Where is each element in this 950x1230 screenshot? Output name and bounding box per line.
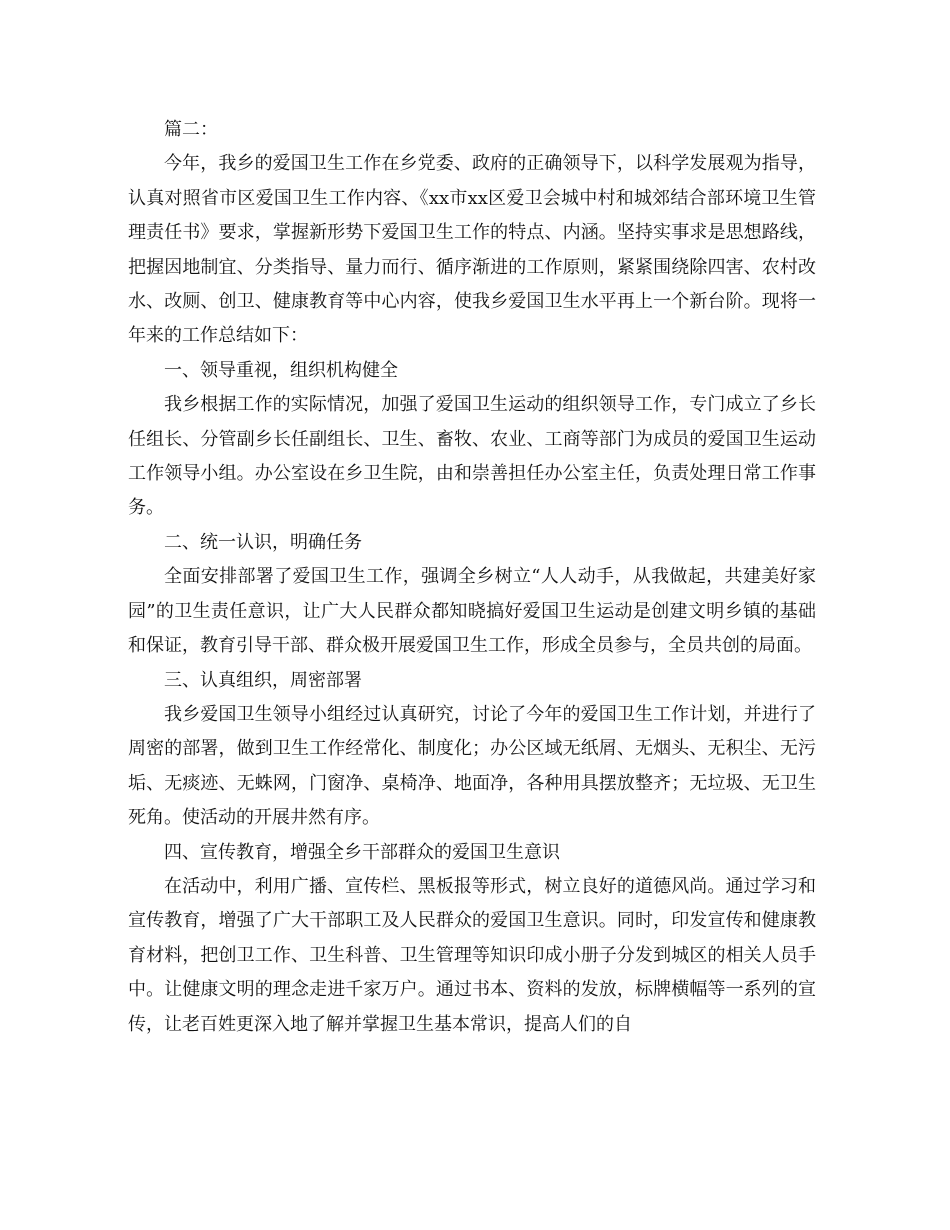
document-body [128,113,816,1042]
paragraph-4: 在活动中，利用广播、宣传栏、黑板报等形式，树立良好的道德风尚。通过学习和宣传教育，增强了广大干部职工及人民群众的爱国卫生意识。同时，印发宣传和健康教育材料，把创卫工作、卫生科普、卫生管理等知识印成小册子分发到城区的相关人员手中。让健康文明的理念走进千家万户。通过书本、资料的发放，标牌横幅等一系列的宣传，让老百姓更深入地了解并掌握卫生基本常识，提高人们的自 [128,875,816,1035]
heading-3: 三、认真组织，周密部署 [164,669,362,691]
section-title: 篇二： [164,119,218,140]
heading-4: 四、宣传教育，增强全乡干部群众的爱国卫生意识 [164,841,560,863]
paragraph-1: 我乡根据工作的实际情况，加强了爱国卫生运动的组织领导工作，专门成立了乡长任组长、分管副乡长任副组长、卫生、畜牧、农业、工商等部门为成员的爱国卫生运动工作领导小组。办公室设在乡卫生院，由和崇善担任办公室主任，负责处理日常工作事务。 [128,394,816,519]
paragraph-3: 我乡爱国卫生领导小组经过认真研究，讨论了今年的爱国卫生工作计划，并进行了周密的部署，做到卫生工作经常化、制度化；办公区域无纸屑、无烟头、无积尘、无污垢、无痰迹、无蛛网，门窗净、桌椅净、地面净，各种用具摆放整齐；无垃圾、无卫生死角。使活动的开展井然有序。 [128,703,816,829]
heading-1: 一、领导重视，组织机构健全 [164,359,398,381]
intro-paragraph: 今年，我乡的爱国卫生工作在乡党委、政府的正确领导下，以科学发展观为指导，认真对照省市区爱国卫生工作内容、《xx市xx区爱卫会城中村和城郊结合部环境卫生管理责任书》要求，掌握新形势下爱国卫生工作的特点、内涵。坚持实事求是思想路线，把握因地制宜、分类指导、量力而行、循序渐进的工作原则，紧紧围绕除四害、农村改水、改厕、创卫、健康教育等中心内容，使我乡爱国卫生水平再上一个新台阶。现将一年来的工作总结如下： [128,153,816,347]
paragraph-2: 全面安排部署了爱国卫生工作，强调全乡树立“人人动手，从我做起，共建美好家园”的卫生责任意识，让广大人民群众都知晓搞好爱国卫生运动是创建文明乡镇的基础和保证，教育引导干部、群众极开展爱国卫生工作，形成全员参与，全员共创的局面。 [128,566,816,657]
heading-2: 二、统一认识，明确任务 [164,531,362,553]
